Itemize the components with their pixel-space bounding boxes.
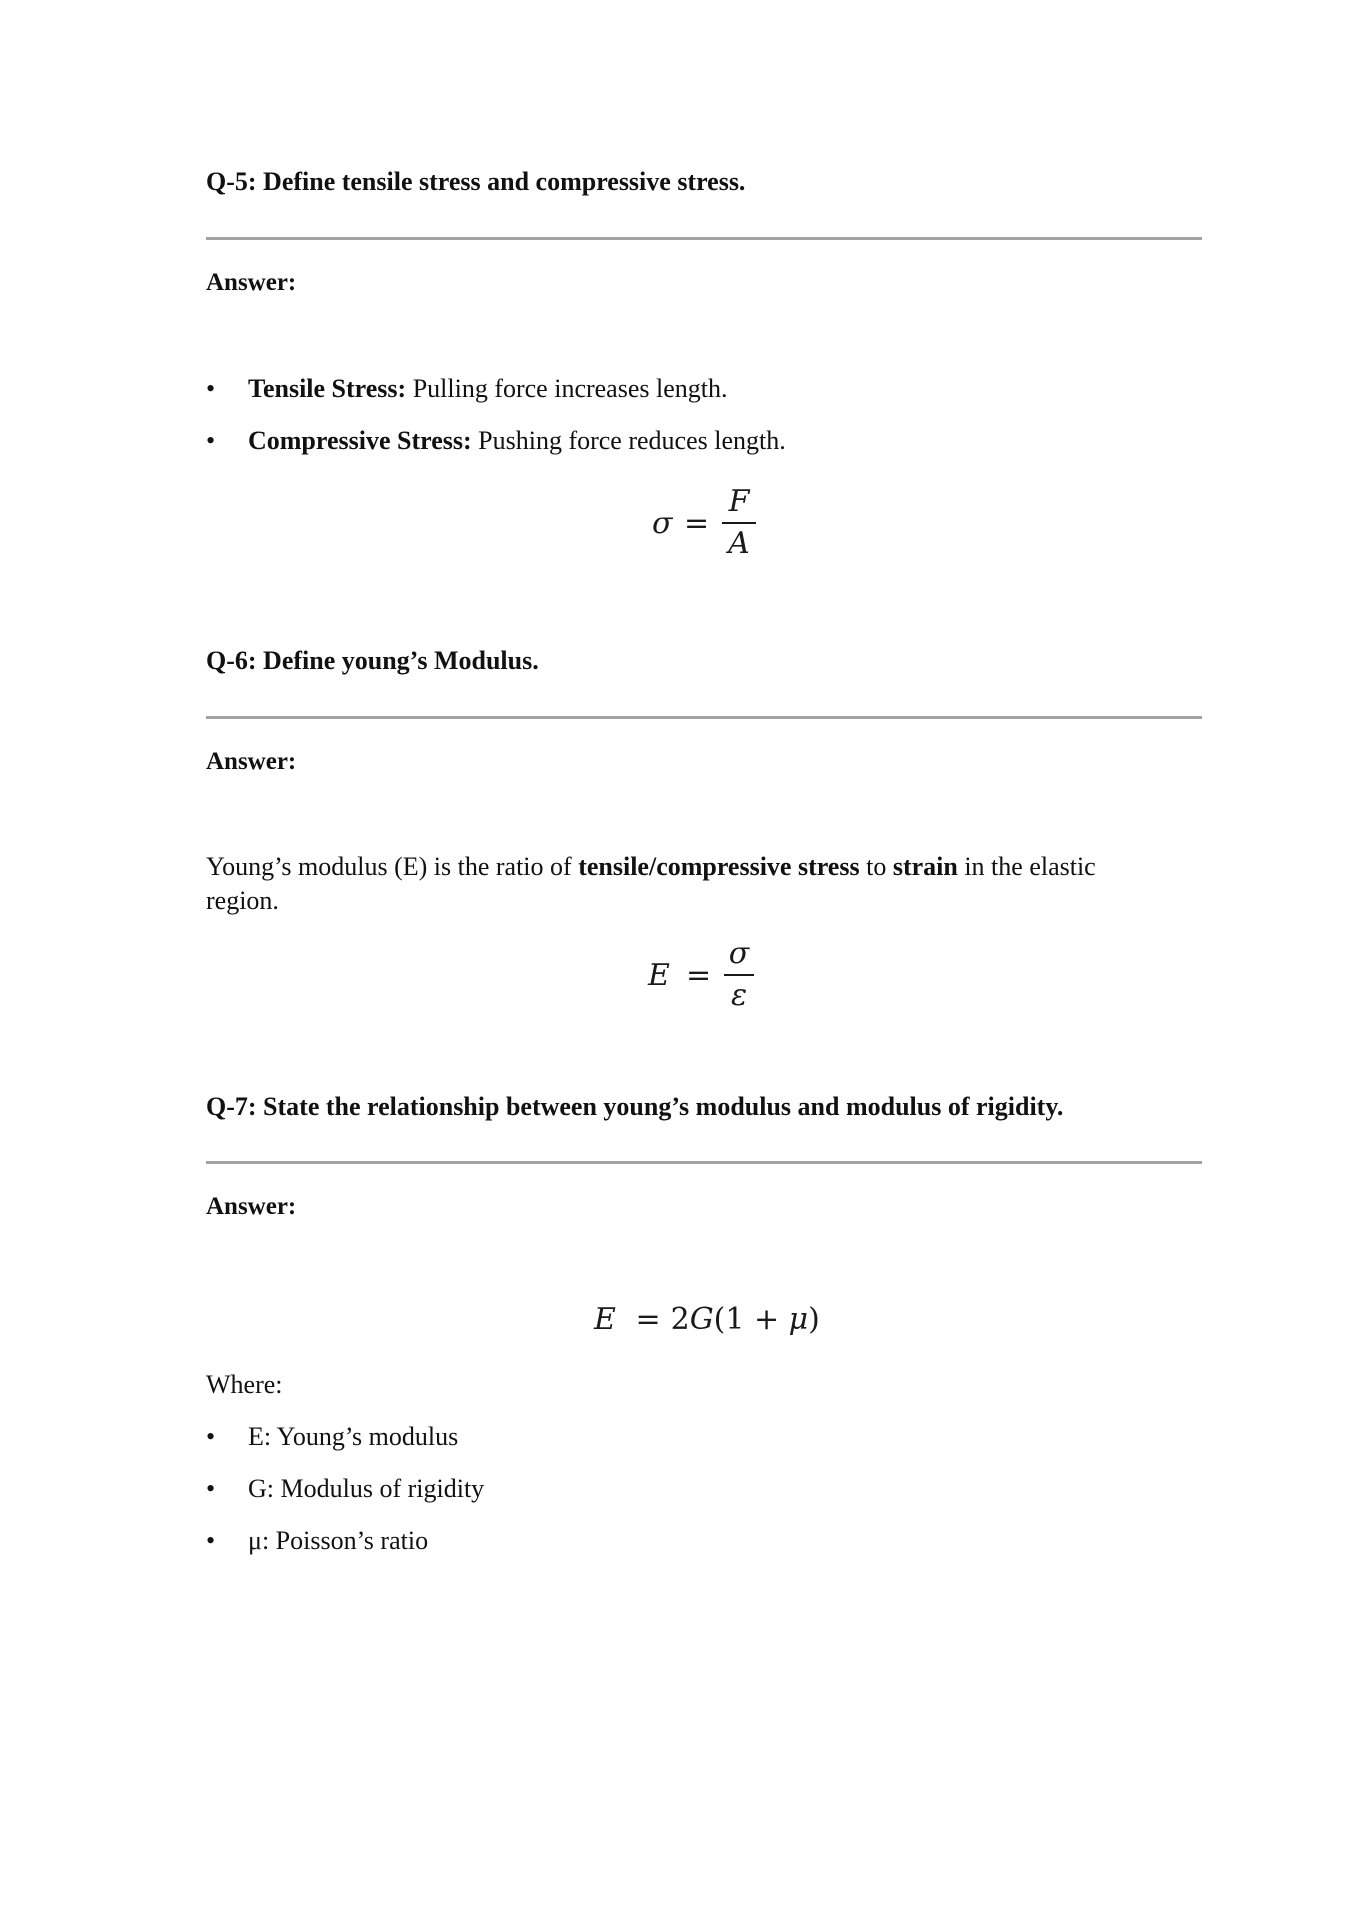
youngs-modulus-formula [648,936,758,1020]
question-7-title: Q-7: State the relationship between young’s modulus and modulus of rigidity. [206,1092,1064,1121]
formula-numerator: F [728,484,750,519]
bullet-icon: • [206,426,216,455]
where-item-mu: μ: Poisson’s ratio [248,1526,429,1555]
formula-variable-g: G [689,1302,714,1337]
formula-equals: = [686,958,712,993]
question-6-answer-label: Answer: [206,748,297,775]
question-7-divider [206,1161,1202,1164]
formula-open: (1 + [713,1302,789,1337]
bullet-icon: • [206,1474,216,1503]
tensile-stress-term: Tensile Stress: [248,374,407,403]
question-6-title: Q-6: Define young’s Modulus. [206,646,539,675]
formula-lhs: E [594,1302,616,1337]
question-5-divider [206,237,1202,240]
formula-numerator: σ [728,936,750,971]
compressive-stress-term: Compressive Stress: [248,426,472,455]
formula-variable-mu: μ [788,1302,809,1337]
definition-bold-stress: tensile/compressive stress [578,852,860,881]
definition-text: region. [206,886,279,915]
formula-equals: = [635,1302,661,1337]
formula-denominator: ε [730,978,748,1013]
bullet-icon: • [206,374,216,403]
bullet-icon: • [206,1422,216,1451]
where-label: Where: [206,1370,283,1399]
formula-close: ) [808,1302,820,1337]
fraction-bar [722,522,756,524]
fraction-bar [724,974,754,976]
question-7-answer-label: Answer: [206,1193,297,1220]
definition-text: Young’s modulus (E) is the ratio of [206,852,579,881]
definition-bold-strain: strain [892,852,958,881]
where-item-e: E: Young’s modulus [248,1422,459,1451]
formula-equals: = [684,506,710,541]
definition-text: to [859,852,893,881]
question-5-answer-label: Answer: [206,269,297,296]
formula-coefficient: 2 [670,1302,690,1337]
tensile-stress-text: Pulling force increases length. [406,374,728,403]
formula-lhs: σ [652,506,673,541]
formula-lhs: E [648,958,670,993]
formula-fraction [722,484,756,562]
definition-text: in the elastic [957,852,1096,881]
bullet-icon: • [206,1526,216,1555]
compressive-stress-text: Pushing force reduces length. [471,426,786,455]
question-5-title: Q-5: Define tensile stress and compressive stress. [206,167,746,196]
relationship-formula [594,1302,834,1346]
where-item-g: G: Modulus of rigidity [248,1474,485,1503]
youngs-modulus-definition [206,850,1206,918]
question-6-divider [206,716,1202,719]
formula-fraction [724,936,754,1014]
formula-denominator: A [728,526,750,561]
stress-formula [652,484,762,568]
